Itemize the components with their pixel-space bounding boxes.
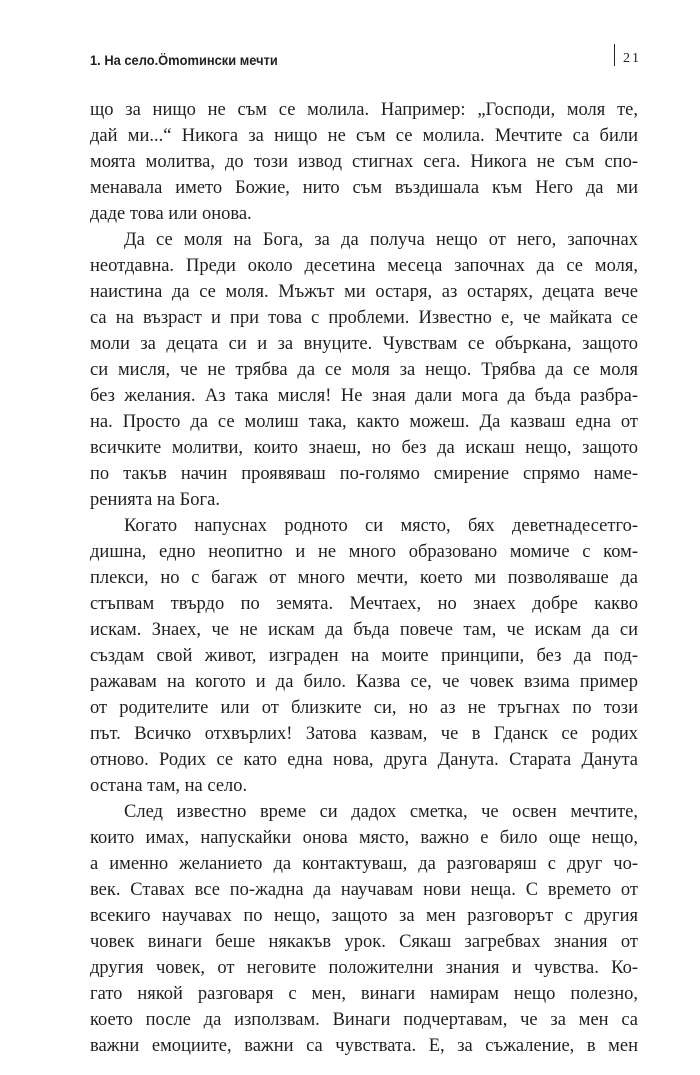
text-line: другия човек, от неговите положителни знания и чувства. Ко- <box>90 958 638 978</box>
text-line: След известно време си дадох сметка, че освен мечтите, <box>124 802 638 822</box>
text-line: гато някой разговаря с мен, винаги намирам нещо полезно, <box>90 984 638 1004</box>
text-line: път. Всичко отхвърлих! Затова казвам, че в Гданск се родих <box>90 724 638 744</box>
text-line: човек винаги беше някакъв урок. Сякаш загребвах знания от <box>90 932 638 952</box>
text-line: си мисля, че не трябва да се моля за нещо. Трябва да се моля <box>90 360 638 380</box>
text-line: Когато напуснах родното си място, бях деветнадесетго- <box>124 516 638 536</box>
text-line: век. Ставах все по-жадна да научавам нови неща. С времето от <box>90 880 638 900</box>
text-line: що за нищо не съм се молила. Например: „Господи, моля те, <box>90 100 638 120</box>
text-line: моята молитва, до този извод стигнах сега. Никога не съм спо- <box>90 152 638 172</box>
text-line: даде това или онова. <box>90 204 252 224</box>
text-line: на. Просто да се молиш така, както можеш. Да казваш една от <box>90 412 638 432</box>
text-line: плекси, но с багаж от много мечти, което ми позволяваше да <box>90 568 638 588</box>
text-line: стъпвам твърдо по земята. Мечтаех, но знаех добре какво <box>90 594 638 614</box>
text-line: по такъв начин проявяваш по-голямо смирение спрямо наме- <box>90 464 638 484</box>
text-line: наистина да се моля. Мъжът ми остаря, аз остарях, децата вече <box>90 282 638 302</box>
page-number: 21 <box>623 51 641 66</box>
text-line: Да се моля на Бога, за да получа нещо от него, започнах <box>124 230 638 250</box>
body-text <box>90 97 638 1059</box>
text-line: създам свой живот, изграден на моите принципи, без да под- <box>90 646 638 666</box>
text-line: отново. Родих се като една нова, друга Данута. Старата Данута <box>90 750 638 770</box>
text-line: моли за децата си и за внуците. Чувствам се объркана, защото <box>90 334 638 354</box>
text-line: всекиго научавах по нещо, защото за мен разговорът с другия <box>90 906 638 926</box>
text-line: менавала името Божие, нито съм въздишала към Него да ми <box>90 178 638 198</box>
chapter-title: 1. На село.Ömomински мечти <box>90 52 278 68</box>
header-separator <box>614 44 615 66</box>
text-line: дай ми...“ Никога за нищо не съм се молила. Мечтите са били <box>90 126 638 146</box>
text-line: които имах, напускайки онова място, важно е било още нещо, <box>90 828 638 848</box>
text-line: дишна, едно неопитно и не много образовано момиче с ком- <box>90 542 638 562</box>
text-line: ражавам на когото и да било. Казва се, че човек взима пример <box>90 672 638 692</box>
running-header <box>90 44 641 74</box>
text-line: ренията на Бога. <box>90 490 220 510</box>
text-line: което после да използвам. Винаги подчертавам, че за мен са <box>90 1010 638 1030</box>
text-line: всичките молитви, които знаеш, но без да искаш нещо, защото <box>90 438 638 458</box>
text-line: важни емоциите, важни са чувствата. Е, за съжаление, в мен <box>90 1036 638 1056</box>
text-line: са на възраст и при това с проблеми. Известно е, че майката се <box>90 308 638 328</box>
text-line: без желания. Аз така мисля! Не зная дали мога да бъда разбра- <box>90 386 638 406</box>
text-line: неотдавна. Преди около десетина месеца започнах да се моля, <box>90 256 638 276</box>
text-line: искам. Знаех, че не искам да бъда повече там, че искам да си <box>90 620 638 640</box>
text-line: а именно желанието да контактуваш, да разговаряш с друг чо- <box>90 854 638 874</box>
text-line: от родителите или от близките си, но аз не тръгнах по този <box>90 698 638 718</box>
text-line: остана там, на село. <box>90 776 248 796</box>
